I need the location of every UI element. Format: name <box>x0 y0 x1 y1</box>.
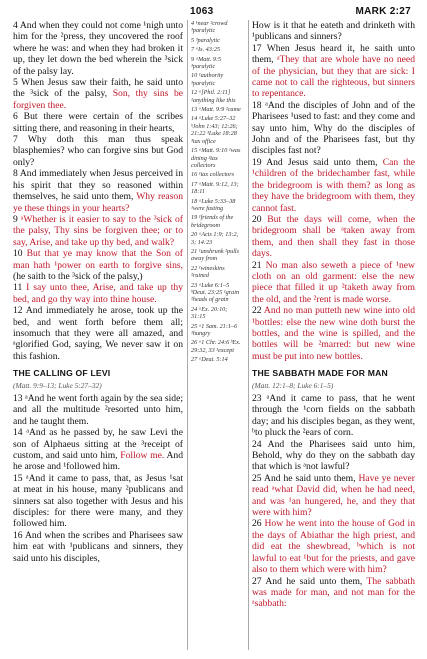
cross-reference: 22 ¹wineskins ²ruined <box>191 264 225 280</box>
verse <box>252 439 415 473</box>
column-divider-left <box>187 20 188 650</box>
verse-text: 27 And he said unto them, <box>252 575 367 587</box>
verse-text: 6 But there were certain of the scribes sitting there, and reasoning in their hearts, <box>13 111 183 134</box>
verse-text: 4 And when they could not come ¹nigh unto him for the ²press, they uncovered the roof where he was: and when they had broken it up, they let down the bed wherein the ³sick of the palsy lay. <box>13 20 183 77</box>
verse-text: 18 ᵃAnd the disciples of John and of the Pharisees ¹used to fast: and they come and say unto him, Why do the disciples of John and of the Pharisees fast, but thy disciples fast not? <box>252 99 415 157</box>
verse <box>13 473 183 530</box>
cross-reference: 25 ᵃ1 Sam. 21:1–6 ¹hungry <box>191 322 238 338</box>
words-of-christ: Have ye never read ᵃwhat David did, when he had need, and was ¹an hungered, he, and they that were with him? <box>252 472 415 519</box>
words-of-christ: Can the ¹children of the bridechamber fast, while the bridegroom is with them? as long as they have the bridegroom with them, they cannot fast. <box>252 156 416 214</box>
words-of-christ: ᵃThey that are whole have no need of the physician, but they that are sick: I came not to call the righteous, but sinners to repentance. <box>252 54 415 100</box>
verse <box>252 576 415 610</box>
verse <box>13 282 183 305</box>
words-of-christ: But the days will come, when the bridegroom shall be ᵃtaken away from them, and then shall they fast in those days. <box>252 213 415 260</box>
verse-text: 9 <box>13 213 21 225</box>
verse-text: 16 And when the scribes and Pharisees saw him eat with ¹publicans and sinners, they said unto his disciples, <box>13 529 183 564</box>
verse <box>252 214 415 260</box>
verse-text: 11 <box>13 282 27 294</box>
cross-reference: 21 ¹unshrunk ²pulls away from <box>191 247 240 263</box>
verse-text: How is it that he eateth and drinketh with ¹publicans and sinners? <box>252 20 415 43</box>
words-of-christ: The sabbath was made for man, and not man for the ᵃsabbath: <box>252 575 416 610</box>
verse <box>252 393 415 439</box>
verse <box>252 473 415 519</box>
words-of-christ: Follow me. <box>120 450 165 462</box>
cross-reference: 12 ᵃ[Phil. 2:11] ¹anything like this <box>191 89 236 104</box>
verse-text: 20 <box>252 213 268 225</box>
verse-text: 22 <box>252 305 264 317</box>
verse-text: 24 And the Pharisees said unto him, Behold, why do they on the sabbath day that which is ᵃnot lawful? <box>252 438 415 473</box>
verse-text: 19 And Jesus said unto them, <box>252 156 383 168</box>
verse <box>252 20 415 43</box>
verse <box>13 134 183 168</box>
words-of-christ: I say unto thee, Arise, and take up thy bed, and go thy way into thine house. <box>13 282 184 305</box>
cross-reference: 23 ᵃLuke 6:1–5 ᵇDeut. 23:25 ¹grain ²heads of grain <box>191 281 240 304</box>
words-of-christ: Why reason ye these things in your hearts? <box>13 191 183 214</box>
verse-text: 8 And immediately when Jesus perceived in his spirit that they so reasoned within themselves, he said unto them, <box>13 168 183 203</box>
cross-reference: 13 ᵃMatt. 9:9 ²came <box>191 106 241 114</box>
parallel-passage-ref: (Matt. 12:1–8; Luke 6:1–5) <box>252 380 334 390</box>
verse <box>252 518 415 575</box>
verse-text: (he saith to the ³sick of the palsy,) <box>13 270 143 282</box>
words-of-christ: And no man putteth new wine into old ¹bottles: else the new wine doth burst the bottles, and the wine is spilled, and the bottles will be ²marred: but new wine must be put into new bottles. <box>252 305 415 362</box>
cross-reference: 20 ᵃActs 1:9; 13:2, 3; 14:23 <box>191 231 239 246</box>
verse <box>252 260 415 306</box>
cross-reference: 7 ᵃIs. 43:25 <box>191 46 221 54</box>
column-divider-right <box>248 20 249 650</box>
words-of-christ: But that ye may know that the Son of man hath ¹power on earth to forgive sins, <box>13 248 183 271</box>
verse <box>13 530 183 564</box>
cross-reference: 16 ¹tax collectors <box>191 171 235 179</box>
words-of-christ: ᵃWhether is it easier to say to the ³sick of the palsy, Thy sins be forgiven thee; or to say, Arise, and take up thy bed, and walk? <box>13 213 183 248</box>
verse-text: 12 And immediately he arose, took up the bed, and went forth before them all; insomuch that they were all amazed, and ᵃglorified God, saying, We never saw it on this fashion. <box>13 305 183 362</box>
verse <box>252 100 415 157</box>
verse-text: And he arose and ¹followed him. <box>13 450 183 473</box>
verse <box>13 20 183 77</box>
verse <box>13 77 183 111</box>
verse <box>13 393 183 427</box>
section-heading: THE CALLING OF LEVI <box>13 368 111 379</box>
verse-text: 21 <box>252 259 266 271</box>
section-heading: THE SABBATH MADE FOR MAN <box>252 368 388 379</box>
cross-reference: 15 ᵃMatt. 9:10 ¹was dining ²tax collectors <box>191 147 241 169</box>
running-head: MARK 2:27 <box>355 6 411 17</box>
words-of-christ: How he went into the house of God in the days of Abiathar the high priest, and did eat the shewbread, ᵇwhich is not lawful to eat ¹but for the priests, and gave also to them which were with him? <box>252 518 415 576</box>
verse-text: 23 ᵃAnd it came to pass, that he went through the ¹corn fields on the sabbath day; and his disciples began, as they went, ᵇto pluck the ²ears of corn. <box>252 393 415 439</box>
cross-reference: 26 ᵃ1 Chr. 24:6 ᵇEx. 29:32, 33 ¹except <box>191 339 241 354</box>
cross-reference: 19 ¹friends of the bridegroom <box>191 214 234 229</box>
verse <box>13 305 183 362</box>
verse-text: 5 When Jesus saw their faith, he said unto the ³sick of the palsy, <box>13 77 183 100</box>
text-column-left <box>13 20 183 564</box>
cross-reference: 14 ᵃLuke 5:27–32 ᵇJohn 1:43; 12:26; 21:22 ³Luke 18:28 ³tax office <box>191 115 238 145</box>
verse-text: 15 ᵃAnd it came to pass, that, as Jesus ¹sat at meat in his house, many ²publicans and sinners sat also together with Jesus and his disciples: for there were many, and they followed him. <box>13 472 183 530</box>
verse <box>13 248 183 282</box>
verse <box>13 214 183 248</box>
verse <box>13 427 183 473</box>
verse <box>252 43 415 100</box>
cross-reference: 4 ¹near ²crowd ³paralytic <box>191 20 228 35</box>
verse <box>252 305 415 362</box>
words-of-christ: No man also seweth a piece of ¹new cloth on an old garment: else the new piece that filled it up ²taketh away from the old, and the ²rent is made worse. <box>252 259 415 305</box>
verse-text: 13 ᵃAnd he went forth again by the sea side; and all the multitude ²resorted unto him, and he taught them. <box>13 393 183 427</box>
verse <box>13 168 183 214</box>
cross-reference: 24 ᵃEx. 20:10; 31:15 <box>191 305 228 321</box>
verse-text: 7 Why doth this man thus speak blasphemies? who can forgive sins but God only? <box>13 134 183 168</box>
cross-reference: 5 ³paralytic <box>191 36 220 44</box>
cross-reference: 9 ᵃMatt. 9:5 ³paralytic <box>191 55 222 71</box>
words-of-christ: Son, thy sins be forgiven thee. <box>13 88 183 111</box>
verse <box>13 111 183 134</box>
verse-text: 25 And he said unto them, <box>252 472 359 484</box>
cross-reference: 27 ᵃDeut. 5:14 <box>191 356 228 364</box>
cross-reference-column <box>191 20 243 366</box>
page-header <box>0 4 427 20</box>
verse-text: 10 <box>13 248 27 260</box>
cross-reference: 18 ᵃLuke 5:33–38 ¹were fasting <box>191 197 236 212</box>
cross-reference: 17 ᵃMatt. 9:12, 13; 18:11 <box>191 180 239 196</box>
cross-reference: 10 ¹authority ³paralytic <box>191 72 224 87</box>
verse-text: 17 When Jesus heard it, he saith unto them, <box>252 42 415 66</box>
verse-text: 26 <box>252 518 265 530</box>
verse <box>252 157 415 214</box>
text-column-right <box>252 20 415 610</box>
parallel-passage-ref: (Matt. 9:9–13; Luke 5:27–32) <box>13 380 102 390</box>
page-number: 1063 <box>190 6 214 17</box>
verse-text: 14 ᵃAnd as he passed by, he saw Levi the son of Alphaeus sitting at the ³receipt of custom, and said unto him, <box>13 427 183 462</box>
